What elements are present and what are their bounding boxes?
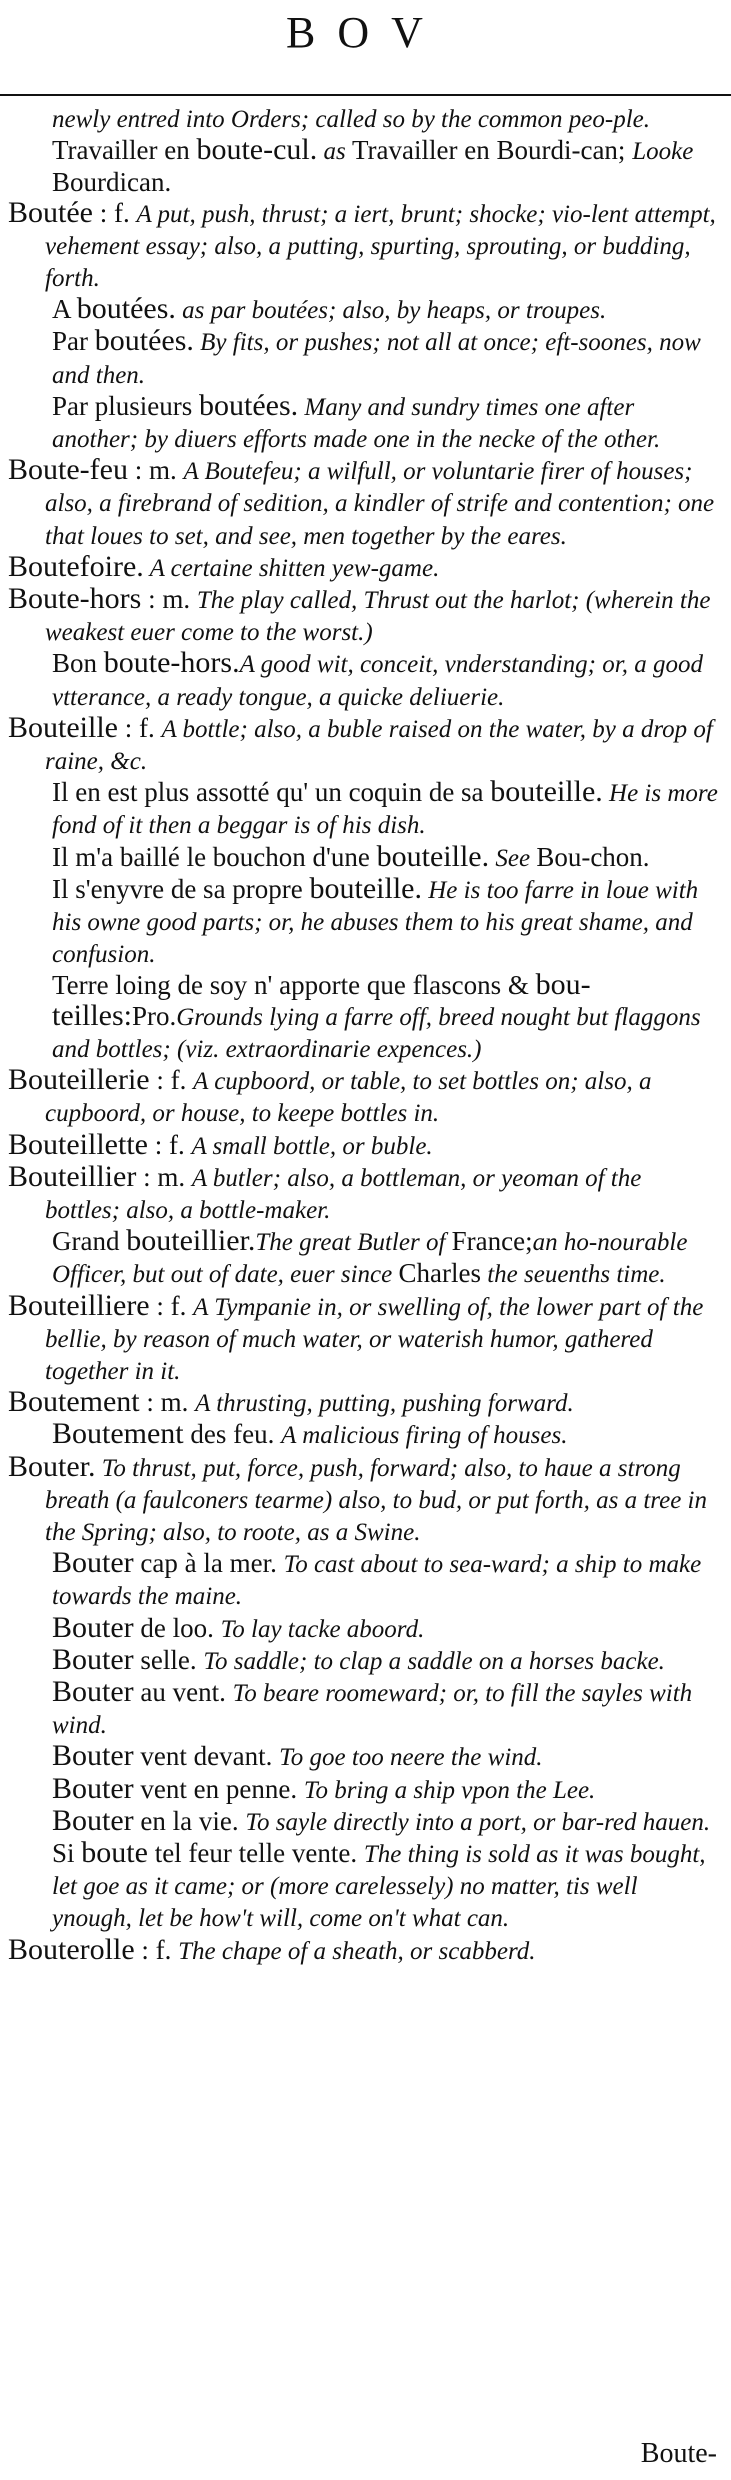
dictionary-subentry bbox=[8, 871, 720, 971]
headword: Bouter bbox=[52, 1771, 134, 1805]
headword: bouteille. bbox=[490, 775, 603, 809]
header-rule bbox=[0, 94, 731, 96]
dictionary-subentry bbox=[8, 1674, 720, 1741]
french-text: vent en penne. bbox=[133, 1773, 304, 1804]
dictionary-subentry bbox=[8, 1642, 720, 1677]
french-text: : f. bbox=[117, 712, 162, 743]
dictionary-column bbox=[8, 103, 720, 1967]
dictionary-entry bbox=[8, 1288, 720, 1388]
french-text: Il s'enyvre de sa propre bbox=[52, 873, 310, 904]
dictionary-entry bbox=[8, 1065, 720, 1129]
headword: Bouteilliere bbox=[8, 1288, 150, 1322]
english-gloss: A put, push, thrust; a iert, brunt; shocke; vio-lent attempt, vehement essay; also, a putting, spurting, sprouting, or budding, forth. bbox=[45, 200, 716, 293]
english-gloss: as bbox=[317, 138, 352, 166]
headword: Boutefoire. bbox=[8, 549, 144, 583]
dictionary-entry bbox=[8, 584, 720, 648]
dictionary-subentry bbox=[8, 388, 720, 455]
french-text: Bon bbox=[52, 648, 104, 679]
english-gloss: A good wit, conceit, vnderstanding; or, a good vtterance, a ready tongue, a quicke deliuerie. bbox=[52, 651, 703, 711]
french-text: France; bbox=[451, 1226, 533, 1257]
dictionary-entry bbox=[8, 1127, 720, 1162]
catchword: Boute- bbox=[640, 2438, 717, 2469]
french-text: Par plusieurs bbox=[52, 390, 199, 421]
english-gloss: To lay tacke aboord. bbox=[220, 1615, 425, 1643]
headword: Bouteillier bbox=[8, 1159, 137, 1193]
english-gloss: A small bottle, or buble. bbox=[191, 1132, 433, 1160]
english-gloss: A Tympanie in, or swelling of, the lower part of the bellie, by reason of much water, or waterish humor, gathered together in it. bbox=[45, 1293, 704, 1385]
dictionary-entry bbox=[8, 1932, 720, 1967]
headword: boute-hors. bbox=[103, 646, 240, 680]
headword: bou-teilles: bbox=[52, 968, 591, 1032]
dictionary-subentry bbox=[8, 103, 720, 135]
headword: bouteille. bbox=[309, 871, 422, 905]
english-gloss: To thrust, put, force, push, forward; also, to haue a strong breath (a faulconers tearme) also, to bud, or put forth, as a tree in the Spring; also, to roote, as a Swine. bbox=[45, 1454, 707, 1546]
french-text: selle. bbox=[133, 1644, 204, 1675]
headword: boutées. bbox=[198, 388, 299, 422]
dictionary-subentry bbox=[8, 970, 720, 1065]
headword: bouteillier. bbox=[126, 1224, 256, 1258]
english-gloss: He is too farre in loue with his owne good parts; or, he abuses them to his great shame, and confusion. bbox=[52, 876, 699, 969]
english-gloss: Grounds lying a farre off, breed nought but flaggons and bottles; (viz. extraordinarie expences.) bbox=[52, 1003, 701, 1063]
english-gloss: Looke bbox=[632, 138, 694, 166]
french-text: Grand bbox=[52, 1226, 127, 1257]
french-text: Travailler en Bourdi-can; bbox=[352, 135, 633, 166]
dictionary-subentry bbox=[8, 135, 720, 197]
french-text: de loo. bbox=[133, 1612, 221, 1643]
headword: Bouter bbox=[52, 1739, 134, 1773]
french-text: en la vie. bbox=[133, 1805, 246, 1836]
headword: Bouteillerie bbox=[8, 1063, 150, 1097]
english-gloss: A cupboord, or table, to set bottles on; also, a cupboord, or house, to keepe bottles in. bbox=[45, 1068, 652, 1128]
headword: Boute-feu bbox=[8, 453, 128, 487]
dictionary-subentry bbox=[8, 777, 720, 841]
headword: Boutement bbox=[52, 1417, 184, 1451]
english-gloss: To cast about to sea-ward; a ship to make towards the maine. bbox=[52, 1551, 702, 1611]
french-text: Terre loing de soy n' apporte que flascons & bbox=[52, 970, 536, 1001]
english-gloss: By fits, or pushes; not all at once; eft-soones, now and then. bbox=[52, 329, 701, 389]
english-gloss: an ho-nourable Officer, but out of date, euer since bbox=[52, 1229, 688, 1289]
english-gloss: To goe too neere the wind. bbox=[279, 1744, 543, 1772]
dictionary-subentry bbox=[8, 1771, 720, 1806]
english-gloss: To beare roomeward; or, to fill the sayles with wind. bbox=[52, 1679, 693, 1740]
dictionary-subentry bbox=[8, 1548, 720, 1612]
english-gloss: A certaine shitten yew-game. bbox=[143, 554, 440, 582]
english-gloss: The play called, Thrust out the harlot; (wherein the weakest euer come to the worst.) bbox=[45, 587, 711, 647]
french-text: : f. bbox=[92, 197, 137, 228]
french-text: Bou-chon. bbox=[536, 841, 650, 872]
french-text: des feu. bbox=[183, 1419, 282, 1450]
dictionary-subentry bbox=[8, 326, 720, 390]
headword: Bouter. bbox=[8, 1449, 96, 1483]
english-gloss: See bbox=[489, 844, 537, 872]
dictionary-subentry bbox=[8, 1803, 720, 1838]
english-gloss: A malicious firing of houses. bbox=[281, 1422, 568, 1450]
english-gloss: To bring a ship vpon the Lee. bbox=[303, 1776, 596, 1804]
dictionary-entry bbox=[8, 549, 720, 584]
french-text: A bbox=[52, 294, 77, 325]
english-gloss: He is more fond of it then a beggar is of his dish. bbox=[52, 780, 718, 840]
english-gloss: A butler; also, a bottleman, or yeoman of the bottles; also, a bottle-maker. bbox=[45, 1164, 642, 1224]
headword: boutées. bbox=[94, 324, 194, 358]
headword: Bouter bbox=[52, 1546, 134, 1580]
dictionary-entry bbox=[8, 195, 720, 295]
french-text: vent devant. bbox=[133, 1741, 280, 1772]
french-text: Si bbox=[52, 1837, 82, 1868]
headword: Boutement bbox=[8, 1385, 140, 1419]
french-text: cap à la mer. bbox=[133, 1548, 284, 1579]
french-text: : m. bbox=[139, 1387, 196, 1418]
french-text: : f. bbox=[149, 1290, 194, 1321]
french-text: Charles bbox=[398, 1258, 481, 1289]
headword: Bouteille bbox=[8, 710, 118, 744]
french-text: au vent. bbox=[133, 1676, 233, 1707]
dictionary-subentry bbox=[8, 648, 720, 712]
english-gloss: A thrusting, putting, pushing forward. bbox=[195, 1390, 574, 1418]
english-gloss: as par boutées; also, by heaps, or troupes. bbox=[175, 297, 607, 325]
dictionary-entry bbox=[8, 455, 720, 552]
french-text: : f. bbox=[149, 1065, 194, 1096]
dictionary-subentry bbox=[8, 1226, 720, 1290]
french-text: Il m'a baillé le bouchon d'une bbox=[52, 841, 377, 872]
headword: Bouterolle bbox=[8, 1932, 135, 1966]
headword: bouteille. bbox=[376, 839, 490, 873]
english-gloss: A Boutefeu; a wilfull, or voluntarie firer of houses; also, a firebrand of sedition, a kindler of strife and contention; one that loues to set, and see, men together by the eares. bbox=[45, 458, 715, 550]
french-text: : m. bbox=[141, 584, 197, 615]
english-gloss: Many and sundry times one after another; by diuers efforts made one in the necke of the other. bbox=[52, 393, 661, 454]
headword: Boute-hors bbox=[8, 582, 142, 616]
dictionary-entry bbox=[8, 1387, 720, 1419]
headword: boute-cul. bbox=[196, 133, 318, 167]
headword: Bouteillette bbox=[8, 1127, 148, 1161]
french-text: Pro. bbox=[131, 1000, 177, 1031]
english-gloss: To saddle; to clap a saddle on a horses backe. bbox=[203, 1647, 665, 1675]
dictionary-entry bbox=[8, 1449, 720, 1549]
english-gloss: newly entred into Orders; called so by the common peo-ple. bbox=[52, 106, 650, 133]
english-gloss: The thing is sold as it was bought, let goe as it came; or (more carelessely) no matter, tis well ynough, let be how't will, come on't what can. bbox=[52, 1840, 706, 1933]
headword: Bouter bbox=[52, 1642, 134, 1676]
headword: Bouter bbox=[52, 1610, 134, 1644]
dictionary-subentry bbox=[8, 1835, 720, 1935]
french-text: Par bbox=[52, 326, 95, 357]
dictionary-entry bbox=[8, 710, 720, 777]
french-text: : m. bbox=[127, 455, 184, 486]
french-text: : m. bbox=[136, 1161, 192, 1192]
headword: boute bbox=[81, 1835, 148, 1869]
english-gloss: the seuenths time. bbox=[480, 1261, 666, 1289]
headword: Bouter bbox=[52, 1674, 134, 1708]
headword: Boutée bbox=[8, 195, 93, 229]
dictionary-subentry bbox=[8, 294, 720, 326]
english-gloss: The great Butler of bbox=[255, 1229, 452, 1257]
french-text: : f. bbox=[147, 1129, 192, 1160]
french-text: Travailler en bbox=[52, 135, 197, 166]
french-text: Bourdican. bbox=[52, 167, 172, 198]
dictionary-subentry bbox=[8, 1741, 720, 1773]
french-text: tel feur telle vente. bbox=[147, 1837, 364, 1868]
english-gloss: A bottle; also, a buble raised on the water, by a drop of raine, &c. bbox=[45, 715, 713, 776]
dictionary-subentry bbox=[8, 1610, 720, 1645]
headword: Bouter bbox=[52, 1803, 134, 1837]
headword: boutées. bbox=[76, 292, 176, 326]
running-head: BOV bbox=[286, 8, 445, 57]
dictionary-entry bbox=[8, 1159, 720, 1226]
english-gloss: The chape of a sheath, or scabberd. bbox=[178, 1937, 536, 1965]
dictionary-subentry bbox=[8, 1419, 720, 1451]
dictionary-subentry bbox=[8, 839, 720, 874]
english-gloss: To sayle directly into a port, or bar-red hauen. bbox=[245, 1808, 711, 1836]
french-text: : f. bbox=[134, 1934, 179, 1965]
french-text: Il en est plus assotté qu' un coquin de sa bbox=[52, 777, 491, 808]
